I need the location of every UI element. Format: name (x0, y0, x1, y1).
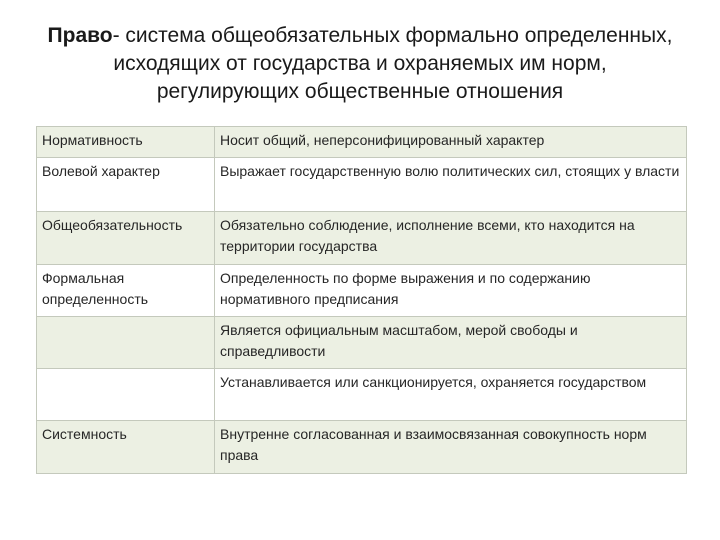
feature-cell: Формальная определенность (37, 265, 215, 317)
description-cell: Обязательно соблюдение, исполнение всеми, кто находится на территории государства (215, 212, 687, 265)
table-row (37, 212, 687, 265)
feature-cell: Волевой характер (37, 158, 215, 212)
title-term: Право (47, 24, 113, 47)
description-cell: Внутренне согласованная и взаимосвязанная совокупность норм права (215, 421, 687, 474)
slide-title (40, 22, 680, 106)
table-row (37, 317, 687, 369)
description-cell: Носит общий, неперсонифицированный характер (215, 127, 687, 158)
feature-cell (37, 369, 215, 421)
title-definition: - система общеобязательных формально определенных, исходящих от государства и охраняемых им норм, регулирующих общественные отношения (112, 24, 673, 103)
table-row (37, 158, 687, 212)
feature-cell: Нормативность (37, 127, 215, 158)
feature-cell (37, 317, 215, 369)
description-cell: Определенность по форме выражения и по содержанию нормативного предписания (215, 265, 687, 317)
feature-cell: Системность (37, 421, 215, 474)
table-row (37, 369, 687, 421)
description-cell: Устанавливается или санкционируется, охраняется государством (215, 369, 687, 421)
law-features-table (36, 126, 687, 474)
description-cell: Выражает государственную волю политических сил, стоящих у власти (215, 158, 687, 212)
table-row (37, 265, 687, 317)
feature-cell: Общеобязательность (37, 212, 215, 265)
description-cell: Является официальным масштабом, мерой свободы и справедливости (215, 317, 687, 369)
table-row (37, 127, 687, 158)
table-row (37, 421, 687, 474)
